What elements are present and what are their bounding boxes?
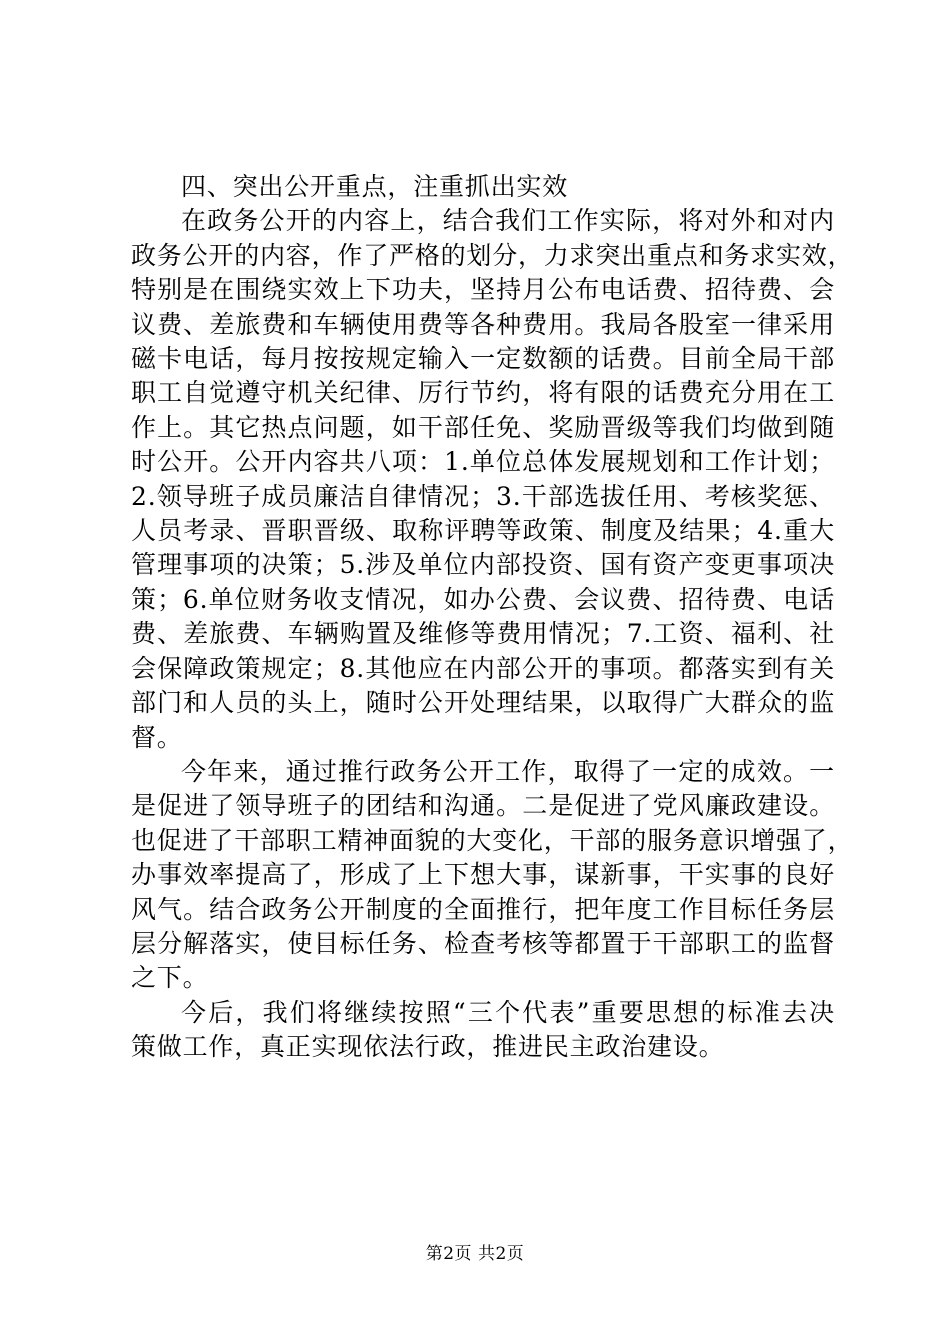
paragraph-line: 督。 [131,722,183,752]
paragraph-line: 会保障政策规定；8.其他应在内部公开的事项。都落实到有关 [131,653,835,683]
paragraph-line: 层分解落实，使目标任务、检查考核等都置于干部职工的监督 [131,928,835,958]
paragraph-line: 今年来，通过推行政务公开工作，取得了一定的成效。一 [181,756,835,786]
paragraph-future-plan [131,996,835,1065]
paragraph-line: 政务公开的内容，作了严格的划分，力求突出重点和务求实效， [131,240,854,270]
paragraph-line: 费、差旅费、车辆购置及维修等费用情况；7.工资、福利、社 [131,619,835,649]
paragraph-line: 今后，我们将继续按照“三个代表”重要思想的标准去决 [181,997,835,1027]
paragraph-line: 磁卡电话，每月按按规定输入一定数额的话费。目前全局干部 [131,344,835,374]
paragraph-line: 之下。 [131,963,209,993]
document-body [131,170,854,1065]
paragraph-line: 也促进了干部职工精神面貌的大变化，干部的服务意识增强了， [131,825,854,855]
paragraph-line: 特别是在围绕实效上下功夫，坚持月公布电话费、招待费、会 [131,275,835,305]
paragraph-line: 部门和人员的头上，随时公开处理结果，以取得广大群众的监 [131,688,835,718]
paragraph-line: 时公开。公开内容共八项：1.单位总体发展规划和工作计划； [131,447,835,477]
section-heading: 四、突出公开重点，注重抓出实效 [181,172,569,201]
paragraph-line: 作上。其它热点问题，如干部任免、奖励晋级等我们均做到随 [131,412,835,442]
paragraph-line: 管理事项的决策；5.涉及单位内部投资、国有资产变更事项决 [131,550,835,580]
paragraph-line: 风气。结合政务公开制度的全面推行，把年度工作目标任务层 [131,894,835,924]
page-footer: 第2页 共2页 [425,1244,525,1264]
paragraph-line: 办事效率提高了，形成了上下想大事，谋新事，干实事的良好 [131,860,835,890]
paragraph-line: 是促进了领导班子的团结和沟通。二是促进了党风廉政建设。 [131,791,835,821]
paragraph-line: 2.领导班子成员廉洁自律情况；3.干部选拔任用、考核奖惩、 [131,481,835,511]
paragraph-line: 策；6.单位财务收支情况，如办公费、会议费、招待费、电话 [131,584,835,614]
paragraph-results [131,755,854,996]
paragraph-line: 人员考录、晋职晋级、取称评聘等政策、制度及结果；4.重大 [131,516,835,546]
paragraph-line: 议费、差旅费和车辆使用费等各种费用。我局各股室一律采用 [131,309,835,339]
paragraph-disclosure-content [131,204,854,755]
paragraph-line: 职工自觉遵守机关纪律、厉行节约，将有限的话费充分用在工 [131,378,835,408]
paragraph-line: 策做工作，真正实现依法行政，推进民主政治建设。 [131,1032,725,1062]
paragraph-line: 在政务公开的内容上，结合我们工作实际，将对外和对内 [181,206,835,236]
